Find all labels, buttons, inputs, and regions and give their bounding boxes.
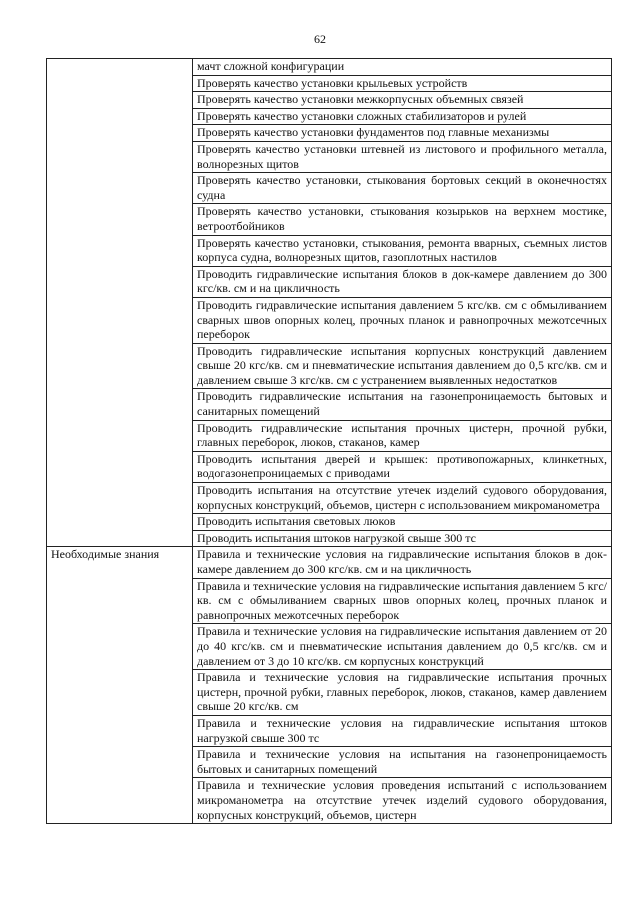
skill-cell: Проверять качество установки межкорпусных объемных связей [193, 92, 612, 109]
page-number: 62 [314, 32, 326, 46]
skill-cell: Проводить гидравлические испытания прочных цистерн, прочной рубки, главных переборок, люков, стаканов, камер [193, 420, 612, 451]
knowledge-label-cell: Необходимые знания [47, 547, 193, 824]
knowledge-cell: Правила и технические условия на гидравлические испытания штоков нагрузкой свыше 300 тс [193, 715, 612, 746]
skill-cell: Проводить испытания штоков нагрузкой свыше 300 тс [193, 530, 612, 547]
competency-table [46, 58, 612, 824]
skill-cell: Проверять качество установки, стыкования бортовых секций в оконечностях судна [193, 173, 612, 204]
table-row [47, 547, 612, 578]
skill-cell: Проводить испытания на отсутствие утечек изделий судового оборудования, корпусных конструкций, объемов, цистерн с использованием микроманометра [193, 483, 612, 514]
skill-cell: Проверять качество установки, стыкования козырьков на верхнем мостике, ветроотбойников [193, 204, 612, 235]
knowledge-cell: Правила и технические условия на испытания на газонепроницаемость бытовых и санитарных помещений [193, 747, 612, 778]
skill-cell: Проверять качество установки фундаментов под главные механизмы [193, 125, 612, 142]
skill-cell: Проверять качество установки штевней из листового и профильного металла, волнорезных щитов [193, 141, 612, 172]
skill-cell: Проверять качество установки сложных стабилизаторов и рулей [193, 108, 612, 125]
skill-cell: Проводить гидравлические испытания блоков в док-камере давлением до 300 кгс/кв. см и на цикличность [193, 266, 612, 297]
knowledge-cell: Правила и технические условия на гидравлические испытания блоков в док-камере давлением до 300 кгс/кв. см и на цикличность [193, 547, 612, 578]
knowledge-cell: Правила и технические условия проведения испытаний с использованием микроманометра на отсутствие утечек изделий судового оборудования, корпусных конструкций, объемов, цистерн [193, 778, 612, 824]
knowledge-cell: Правила и технические условия на гидравлические испытания давлением 5 кгс/кв. см с обмыливанием сварных швов опорных колец, прочных планок и равнопрочных межотсечных переборок [193, 578, 612, 624]
skill-cell: Проводить гидравлические испытания корпусных конструкций давлением свыше 20 кгс/кв. см и пневматические испытания давлением до 0,5 кгс/кв. см и давлением свыше 3 кгс/кв. см с устранением выявленных недостатков [193, 343, 612, 389]
skill-cell: Проверять качество установки, стыкования, ремонта вварных, съемных листов корпуса судна, волнорезных щитов, газоплотных настилов [193, 235, 612, 266]
table-row [47, 59, 612, 76]
skill-cell: Проверять качество установки крыльевых устройств [193, 75, 612, 92]
skill-cell: Проводить испытания световых люков [193, 514, 612, 531]
skill-cell: Проводить гидравлические испытания давлением 5 кгс/кв. см с обмыливанием сварных швов опорных колец, прочных планок и равнопрочных межотсечных переборок [193, 297, 612, 343]
knowledge-cell: Правила и технические условия на гидравлические испытания давлением от 20 до 40 кгс/кв. см и пневматические испытания давлением до 0,5 кгс/кв. см и давлением от 3 до 10 кгс/кв. см корпусных конструкций [193, 624, 612, 670]
knowledge-cell: Правила и технические условия на гидравлические испытания прочных цистерн, прочной рубки, главных переборок, люков, стаканов, камер давлением свыше 20 кгс/кв. см [193, 670, 612, 716]
skill-cell: Проводить испытания дверей и крышек: противопожарных, клинкетных, водогазонепроницаемых с приводами [193, 451, 612, 482]
skill-cell: мачт сложной конфигурации [193, 59, 612, 76]
empty-label-cell [47, 59, 193, 547]
skill-cell: Проводить гидравлические испытания на газонепроницаемость бытовых и санитарных помещений [193, 389, 612, 420]
